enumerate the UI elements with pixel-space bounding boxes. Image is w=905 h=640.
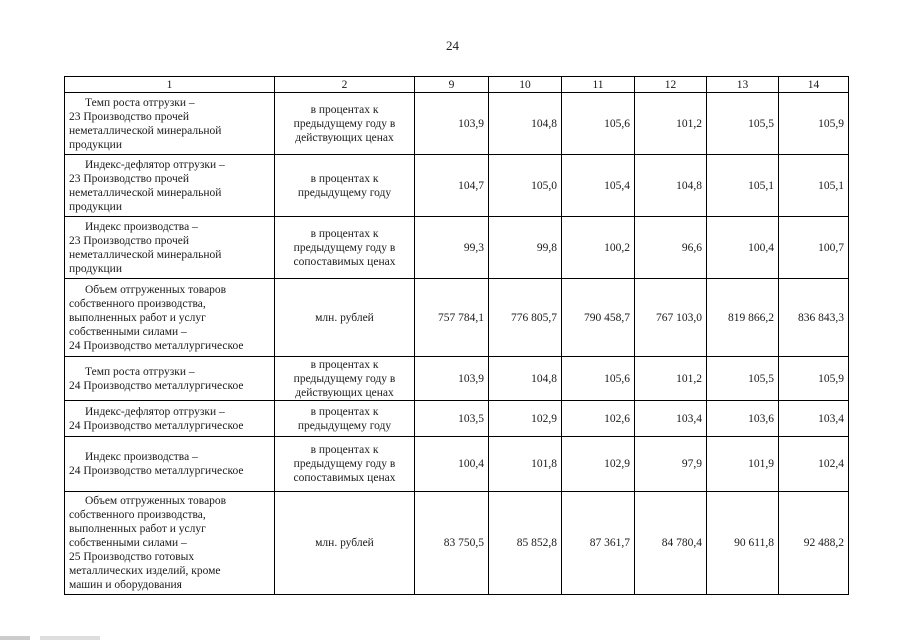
indicator-name: Объем отгруженных товаров собственного производства, выполненных работ и услуг собственными силами – 24 Производство металлургическое [65, 279, 275, 357]
value-cell: 102,4 [779, 437, 849, 492]
value-cell: 105,9 [779, 357, 849, 401]
value-cell: 776 805,7 [489, 279, 562, 357]
indicator-name: Объем отгруженных товаров собственного производства, выполненных работ и услуг собственными силами – 25 Производство готовых металлических изделий, кроме машин и оборудования [65, 492, 275, 595]
value-cell: 101,2 [635, 357, 707, 401]
value-cell: 836 843,3 [779, 279, 849, 357]
value-cell: 84 780,4 [635, 492, 707, 595]
value-cell: 105,0 [489, 155, 562, 217]
value-cell: 87 361,7 [562, 492, 635, 595]
col-header: 2 [275, 77, 415, 93]
value-cell: 105,5 [707, 93, 779, 155]
value-cell: 100,4 [415, 437, 489, 492]
unit-cell: в процентах к предыдущему году в действующих ценах [275, 93, 415, 155]
value-cell: 103,4 [779, 401, 849, 437]
unit-cell: в процентах к предыдущему году в сопоставимых ценах [275, 437, 415, 492]
value-cell: 90 611,8 [707, 492, 779, 595]
table-row [65, 437, 849, 492]
value-cell: 103,4 [635, 401, 707, 437]
col-header: 10 [489, 77, 562, 93]
value-cell: 104,8 [489, 93, 562, 155]
value-cell: 85 852,8 [489, 492, 562, 595]
value-cell: 790 458,7 [562, 279, 635, 357]
value-cell: 99,8 [489, 217, 562, 279]
value-cell: 767 103,0 [635, 279, 707, 357]
value-cell: 97,9 [635, 437, 707, 492]
value-cell: 757 784,1 [415, 279, 489, 357]
unit-cell: в процентах к предыдущему году [275, 401, 415, 437]
value-cell: 83 750,5 [415, 492, 489, 595]
scan-artifact [0, 636, 100, 640]
header-row [65, 77, 849, 93]
value-cell: 103,5 [415, 401, 489, 437]
indicator-name: Индекс-дефлятор отгрузки – 23 Производство прочей неметаллической минеральной продукции [65, 155, 275, 217]
indicator-name: Темп роста отгрузки – 23 Производство прочей неметаллической минеральной продукции [65, 93, 275, 155]
value-cell: 101,8 [489, 437, 562, 492]
value-cell: 104,8 [489, 357, 562, 401]
indicator-name: Темп роста отгрузки – 24 Производство металлургическое [65, 357, 275, 401]
table-row [65, 217, 849, 279]
unit-cell: в процентах к предыдущему году в действующих ценах [275, 357, 415, 401]
table-row [65, 401, 849, 437]
value-cell: 101,2 [635, 93, 707, 155]
col-header: 12 [635, 77, 707, 93]
value-cell: 103,6 [707, 401, 779, 437]
value-cell: 96,6 [635, 217, 707, 279]
value-cell: 105,9 [779, 93, 849, 155]
value-cell: 103,9 [415, 93, 489, 155]
unit-cell: млн. рублей [275, 492, 415, 595]
value-cell: 105,1 [779, 155, 849, 217]
table-row [65, 492, 849, 595]
value-cell: 100,4 [707, 217, 779, 279]
value-cell: 101,9 [707, 437, 779, 492]
value-cell: 100,2 [562, 217, 635, 279]
indicators-table [64, 76, 849, 595]
col-header: 9 [415, 77, 489, 93]
value-cell: 105,6 [562, 357, 635, 401]
value-cell: 104,7 [415, 155, 489, 217]
indicator-name: Индекс производства – 24 Производство металлургическое [65, 437, 275, 492]
unit-cell: в процентах к предыдущему году в сопоставимых ценах [275, 217, 415, 279]
value-cell: 105,1 [707, 155, 779, 217]
col-header: 13 [707, 77, 779, 93]
value-cell: 105,4 [562, 155, 635, 217]
value-cell: 99,3 [415, 217, 489, 279]
table-row [65, 93, 849, 155]
page-number: 24 [446, 38, 459, 53]
value-cell: 104,8 [635, 155, 707, 217]
table-row [65, 279, 849, 357]
value-cell: 105,6 [562, 93, 635, 155]
value-cell: 105,5 [707, 357, 779, 401]
col-header: 11 [562, 77, 635, 93]
indicator-name: Индекс-дефлятор отгрузки – 24 Производство металлургическое [65, 401, 275, 437]
value-cell: 102,6 [562, 401, 635, 437]
value-cell: 102,9 [562, 437, 635, 492]
table-row [65, 155, 849, 217]
unit-cell: млн. рублей [275, 279, 415, 357]
value-cell: 92 488,2 [779, 492, 849, 595]
value-cell: 819 866,2 [707, 279, 779, 357]
indicator-name: Индекс производства – 23 Производство прочей неметаллической минеральной продукции [65, 217, 275, 279]
col-header: 1 [65, 77, 275, 93]
table-row [65, 357, 849, 401]
value-cell: 103,9 [415, 357, 489, 401]
col-header: 14 [779, 77, 849, 93]
value-cell: 102,9 [489, 401, 562, 437]
value-cell: 100,7 [779, 217, 849, 279]
unit-cell: в процентах к предыдущему году [275, 155, 415, 217]
